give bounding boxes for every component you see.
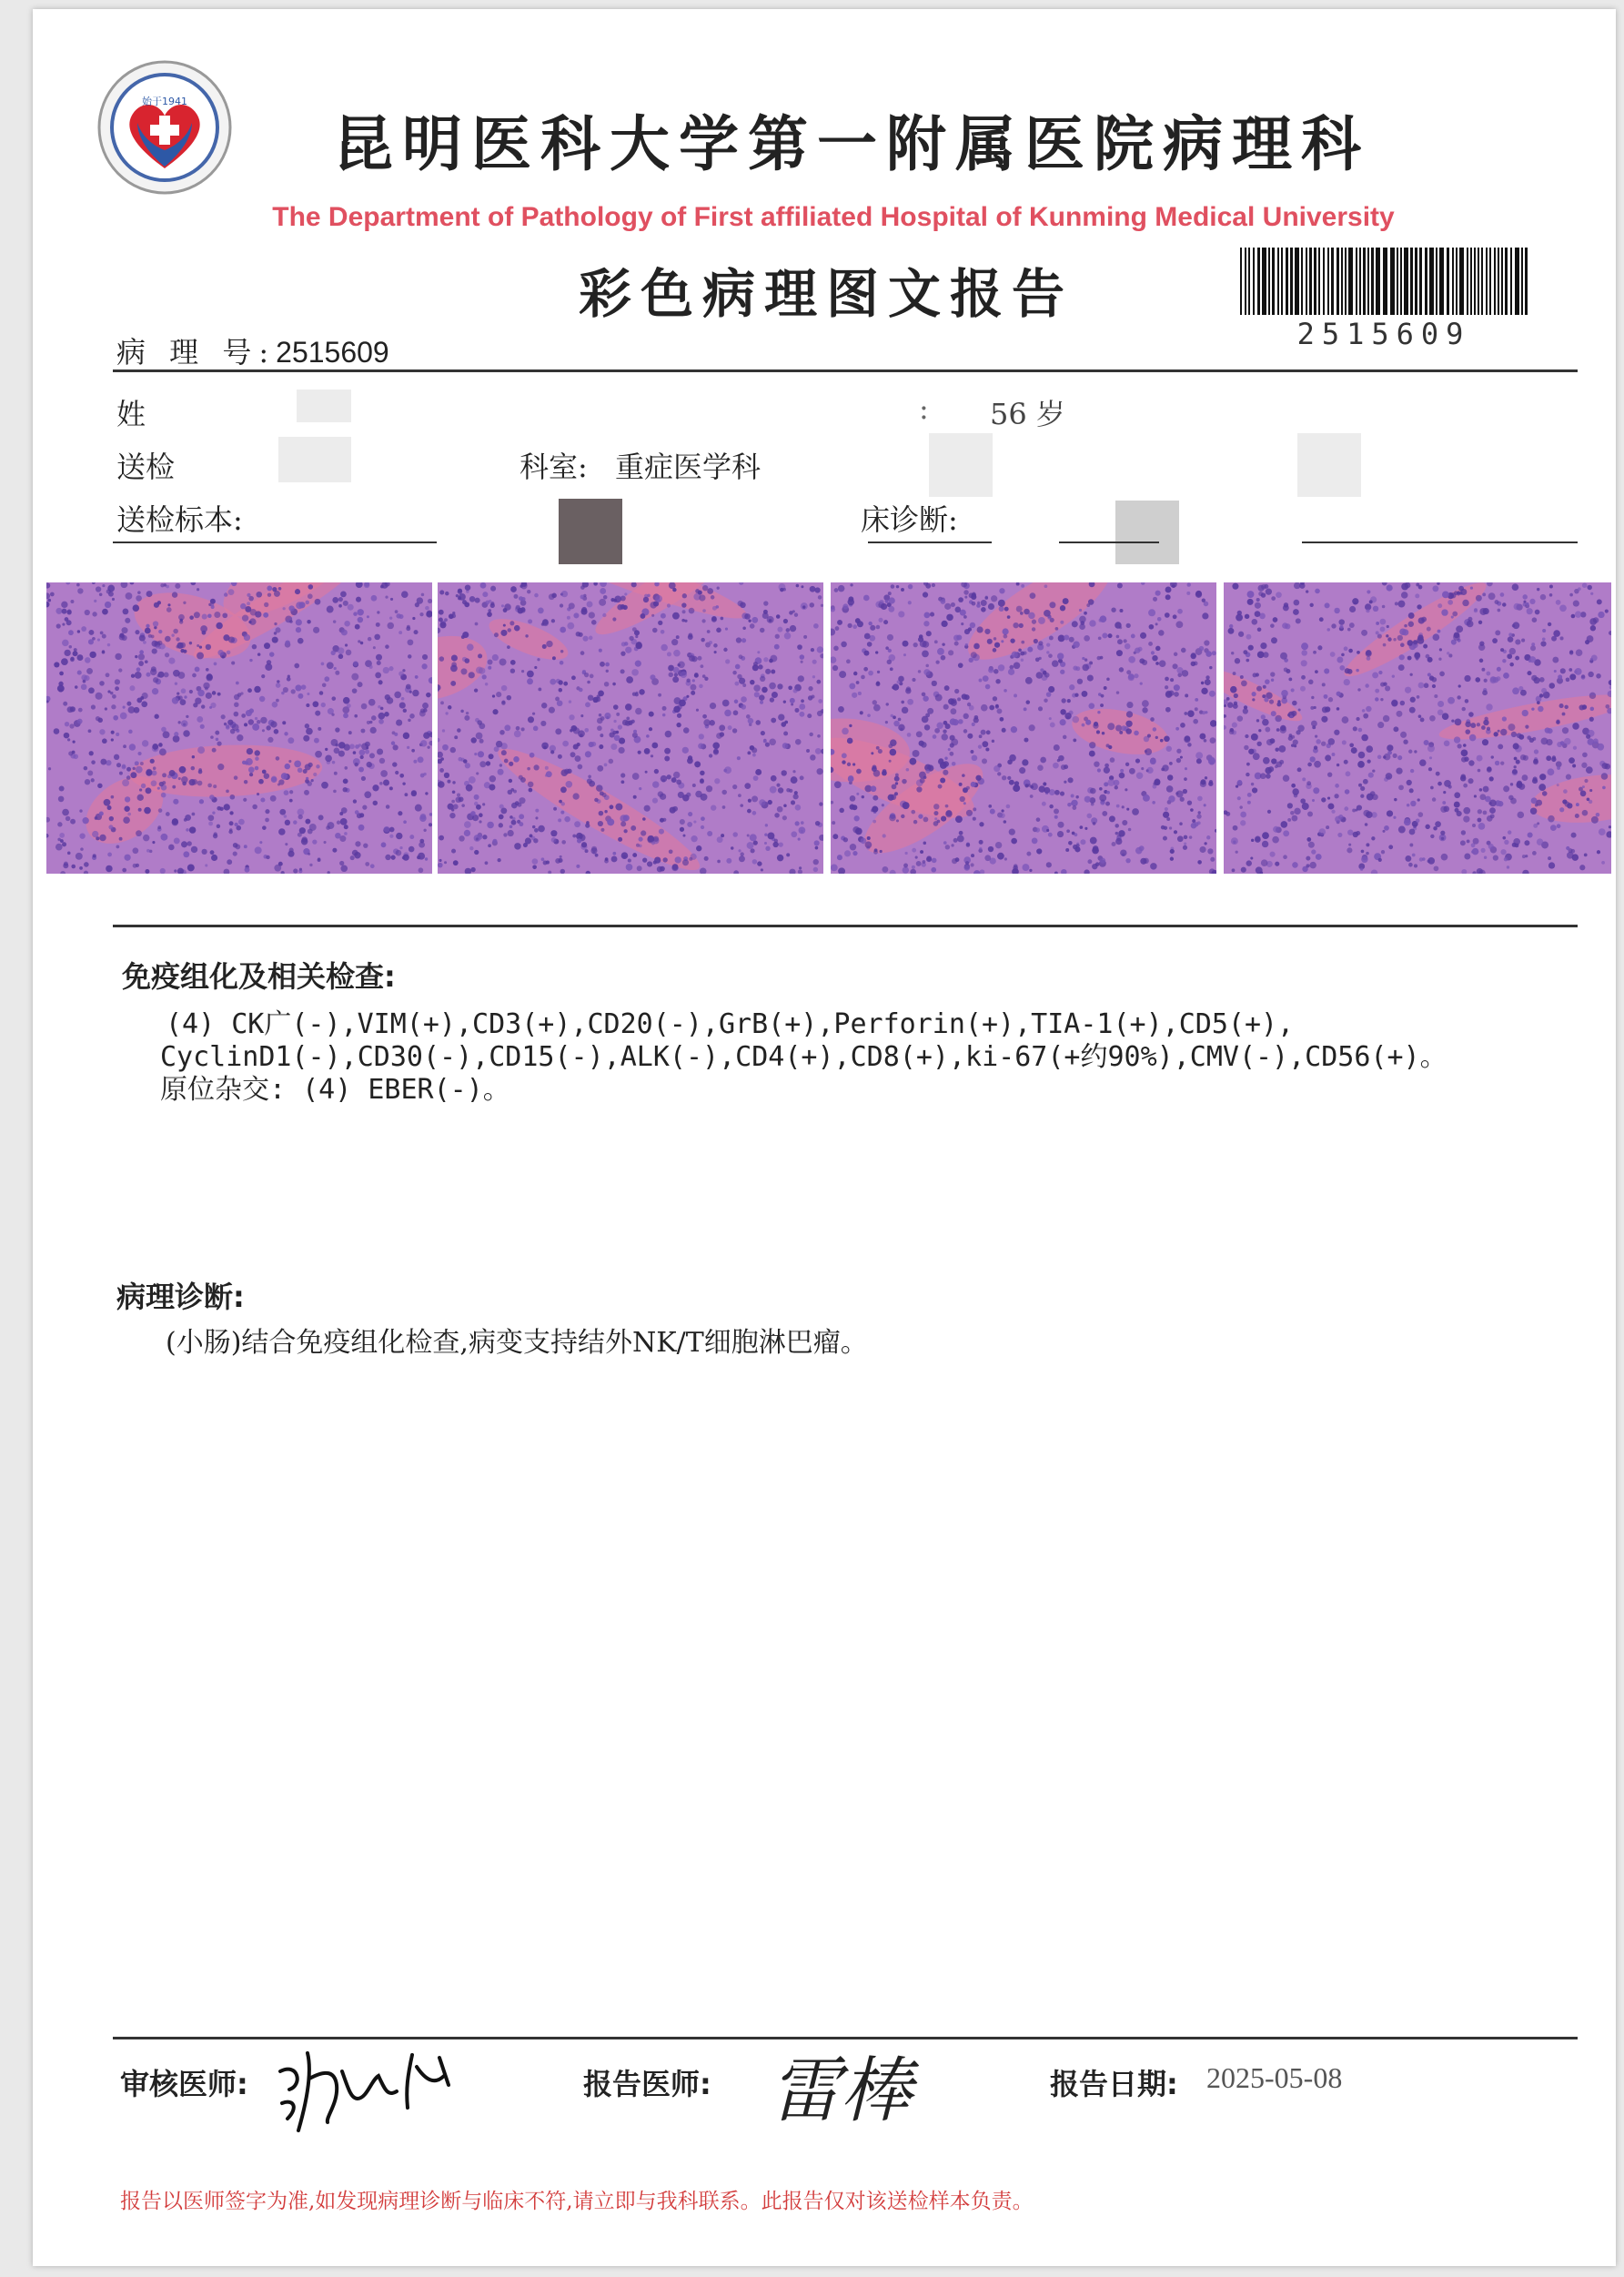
date-label: 报告日期: bbox=[1050, 2067, 1178, 2101]
field-underline bbox=[868, 541, 992, 543]
micrograph-image bbox=[46, 582, 432, 874]
name-label: 姓 bbox=[116, 397, 146, 431]
header-divider bbox=[113, 369, 1578, 372]
ihc-heading: 免疫组化及相关检查: bbox=[122, 959, 396, 994]
clinical-dx-label: 床诊断: bbox=[861, 502, 958, 537]
specimen-label: 送检标本: bbox=[116, 502, 243, 537]
field-underline bbox=[1302, 541, 1578, 543]
ihc-line: 原位杂交: (4) EBER(-)。 bbox=[160, 1074, 510, 1106]
redaction bbox=[559, 499, 622, 564]
age-label: : bbox=[919, 391, 929, 426]
ihc-line: CyclinD1(-),CD30(-),CD15(-),ALK(-),CD4(+),CD8(+),ki-67(+约90%),CMV(-),CD56(+)。 bbox=[160, 1041, 1447, 1073]
redaction bbox=[297, 390, 351, 422]
diagnosis-heading: 病理诊断: bbox=[116, 1280, 245, 1314]
barcode-number: 2515609 bbox=[1296, 317, 1471, 351]
section-divider bbox=[113, 925, 1578, 927]
date-value: 2025-05-08 bbox=[1206, 2061, 1343, 2094]
hospital-title-cn: 昆明医科大学第一附属医院病理科 bbox=[333, 108, 1370, 179]
pathology-number-label: 病 理 号: bbox=[116, 335, 277, 369]
hospital-title-en: The Department of Pathology of First affiliated Hospital of Kunming Medical University bbox=[272, 202, 1395, 232]
pathology-number bbox=[116, 329, 389, 371]
age-value: 56 岁 bbox=[990, 397, 1065, 431]
report-title: 彩色病理图文报告 bbox=[579, 263, 1074, 325]
footer-note: 报告以医师签字为准,如发现病理诊断与临床不符,请立即与我科联系。此报告仅对该送检样本负责。 bbox=[120, 2190, 1034, 2213]
report-sheet bbox=[33, 9, 1616, 2266]
sender-label: 送检 bbox=[116, 450, 176, 484]
reviewer-signature-icon bbox=[271, 2035, 489, 2135]
micrograph-image bbox=[438, 582, 823, 874]
micrograph-image bbox=[1224, 582, 1611, 874]
dept-value: 重症医学科 bbox=[615, 450, 762, 484]
dept-label: 科室: bbox=[519, 450, 588, 484]
redaction bbox=[278, 437, 351, 482]
redaction bbox=[929, 433, 993, 497]
field-underline bbox=[1059, 541, 1159, 543]
reviewer-label: 审核医师: bbox=[120, 2067, 248, 2101]
redaction bbox=[1297, 433, 1361, 497]
micrograph-image bbox=[831, 582, 1216, 874]
ihc-line: (4) CK广(-),VIM(+),CD3(+),CD20(-),GrB(+),Perforin(+),TIA-1(+),CD5(+), bbox=[166, 1008, 1295, 1040]
hospital-logo-icon bbox=[96, 59, 233, 196]
reporter-label: 报告医师: bbox=[583, 2067, 711, 2101]
reporter-signature: 雷棒 bbox=[770, 2050, 913, 2132]
barcode-icon bbox=[1238, 248, 1529, 320]
redaction bbox=[1115, 501, 1179, 564]
diagnosis-text: (小肠)结合免疫组化检查,病变支持结外NK/T细胞淋巴瘤。 bbox=[166, 1327, 868, 1359]
pathology-number-value: 2515609 bbox=[276, 336, 389, 369]
micrograph-strip bbox=[46, 582, 1611, 874]
field-underline bbox=[113, 541, 437, 543]
logo-text: 始于1941 bbox=[142, 96, 187, 107]
